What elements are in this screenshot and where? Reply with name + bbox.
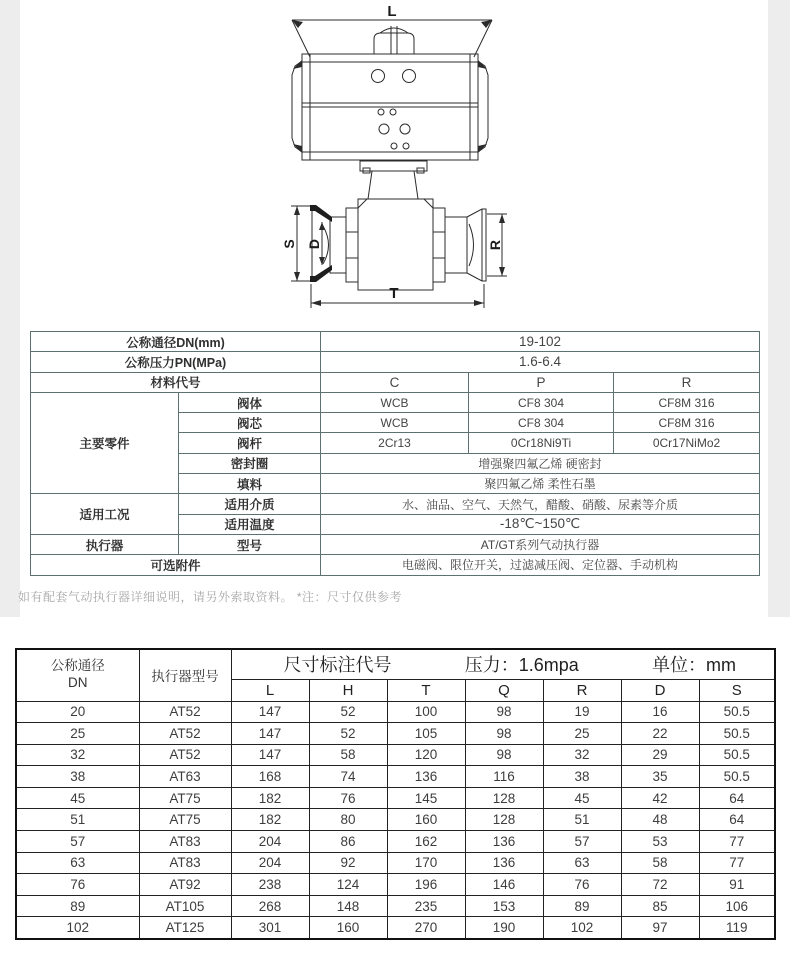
cell-model: AT75 [139, 809, 231, 831]
dim-unit: 单位：mm [651, 655, 736, 676]
spec-label-packing: 填料 [179, 474, 321, 494]
cell-T: 100 [387, 701, 465, 723]
cell-R: 63 [543, 852, 621, 874]
cell-D: 85 [621, 895, 699, 917]
dimension-L [292, 20, 492, 57]
spec-valve-stem-p: 0Cr18Ni9Ti [469, 433, 614, 453]
cell-model: AT83 [139, 831, 231, 853]
mounting-bracket-left [292, 60, 302, 153]
spec-label-valve-body: 阀体 [179, 392, 321, 412]
cell-D: 22 [621, 723, 699, 745]
cell-D: 97 [621, 917, 699, 939]
dim-col-letter: Q [465, 679, 543, 701]
dim-table-row [16, 917, 775, 939]
cell-model: AT75 [139, 787, 231, 809]
cell-L: 147 [231, 701, 309, 723]
cell-T: 105 [387, 723, 465, 745]
spec-label-accessories: 可选附件 [31, 555, 321, 575]
dim-col-letter: L [231, 679, 309, 701]
cell-T: 235 [387, 895, 465, 917]
spec-value-actuator: AT/GT系列气动执行器 [321, 534, 760, 554]
cell-model: AT52 [139, 701, 231, 723]
spec-value-seal: 增强聚四氟乙烯 硬密封 [321, 453, 760, 473]
footnote-text: 如有配套气动执行器详细说明，请另外索取资料。 *注：尺寸仅供参考 [18, 590, 403, 604]
dim-col-letter: H [309, 679, 387, 701]
cell-S: 77 [699, 852, 775, 874]
dim-col-dn-line2: DN [68, 675, 88, 691]
dim-title: 尺寸标注代号 [283, 655, 392, 676]
dim-label-L: L [387, 3, 397, 20]
spec-valve-core-p: CF8 304 [469, 413, 614, 433]
cell-dn: 32 [16, 744, 139, 766]
cell-model: AT125 [139, 917, 231, 939]
cell-model: AT83 [139, 852, 231, 874]
cell-L: 238 [231, 874, 309, 896]
cell-L: 147 [231, 723, 309, 745]
cell-S: 106 [699, 895, 775, 917]
mounting-bracket-right [478, 60, 488, 153]
cell-D: 16 [621, 701, 699, 723]
cell-Q: 98 [465, 744, 543, 766]
valve-mounting-flange [360, 161, 427, 199]
cell-D: 58 [621, 852, 699, 874]
cell-Q: 128 [465, 809, 543, 831]
cell-T: 170 [387, 852, 465, 874]
cell-Q: 98 [465, 701, 543, 723]
cell-D: 35 [621, 766, 699, 788]
cell-H: 148 [309, 895, 387, 917]
spec-value-temp: -18℃~150℃ [321, 514, 760, 534]
spec-value-dn: 19-102 [321, 332, 760, 352]
spec-row-pn [31, 352, 760, 372]
cell-S: 91 [699, 874, 775, 896]
spec-row-actuator [31, 534, 760, 554]
spec-label-dn: 公称通径DN(mm) [31, 332, 321, 352]
spec-value-accessories: 电磁阀、限位开关，过滤减压阀、定位器、手动机构 [321, 555, 760, 575]
cell-L: 301 [231, 917, 309, 939]
cell-Q: 128 [465, 787, 543, 809]
cell-model: AT63 [139, 766, 231, 788]
cell-R: 45 [543, 787, 621, 809]
cell-model: AT52 [139, 723, 231, 745]
cell-S: 64 [699, 809, 775, 831]
cell-D: 48 [621, 809, 699, 831]
spec-label-seal: 密封圈 [179, 453, 321, 473]
cell-H: 92 [309, 852, 387, 874]
cell-L: 204 [231, 831, 309, 853]
spec-value-media: 水、油品、空气、天然气，醋酸、硝酸、尿素等介质 [321, 494, 760, 514]
cell-H: 58 [309, 744, 387, 766]
dim-table-row [16, 895, 775, 917]
cell-H: 124 [309, 874, 387, 896]
cell-dn: 20 [16, 701, 139, 723]
actuator-position-indicator [374, 26, 414, 54]
dim-col-letter: R [543, 679, 621, 701]
cell-Q: 116 [465, 766, 543, 788]
spec-label-actuator-model: 型号 [179, 534, 321, 554]
spec-valve-stem-r: 0Cr17NiMo2 [614, 433, 760, 453]
dim-col-letter: D [621, 679, 699, 701]
dim-label-S: S [281, 239, 297, 249]
dim-table-row [16, 701, 775, 723]
dim-table-row [16, 744, 775, 766]
cell-H: 86 [309, 831, 387, 853]
spec-table [30, 331, 760, 576]
cell-dn: 57 [16, 831, 139, 853]
cell-dn: 102 [16, 917, 139, 939]
dim-table-row [16, 831, 775, 853]
cell-D: 29 [621, 744, 699, 766]
cell-dn: 38 [16, 766, 139, 788]
cell-T: 160 [387, 809, 465, 831]
cell-D: 72 [621, 874, 699, 896]
cell-dn: 89 [16, 895, 139, 917]
spec-value-packing: 聚四氟乙烯 柔性石墨 [321, 474, 760, 494]
spec-valve-stem-c: 2Cr13 [321, 433, 469, 453]
cell-model: AT105 [139, 895, 231, 917]
spec-material-p: P [469, 372, 614, 392]
dim-table-row [16, 766, 775, 788]
dim-table-title-cell [231, 649, 775, 679]
cell-L: 182 [231, 787, 309, 809]
cell-Q: 153 [465, 895, 543, 917]
cell-R: 89 [543, 895, 621, 917]
cell-L: 168 [231, 766, 309, 788]
cell-S: 64 [699, 787, 775, 809]
spec-row-accessories [31, 555, 760, 575]
cell-Q: 190 [465, 917, 543, 939]
cell-H: 74 [309, 766, 387, 788]
cell-R: 76 [543, 874, 621, 896]
cell-L: 204 [231, 852, 309, 874]
cell-H: 52 [309, 701, 387, 723]
spec-row-dn [31, 332, 760, 352]
cell-H: 160 [309, 917, 387, 939]
cell-D: 53 [621, 831, 699, 853]
cell-R: 102 [543, 917, 621, 939]
cell-S: 50.5 [699, 766, 775, 788]
cell-R: 57 [543, 831, 621, 853]
cell-dn: 76 [16, 874, 139, 896]
dim-label-T: T [389, 285, 399, 302]
spec-row-material-code [31, 372, 760, 392]
spec-label-actuator: 执行器 [31, 534, 179, 554]
spec-label-temp: 适用温度 [179, 514, 321, 534]
spec-row-valve-body [31, 392, 760, 412]
dim-col-model-header: 执行器型号 [139, 649, 231, 701]
dim-col-dn-line1: 公称通径 [50, 658, 105, 674]
cell-T: 196 [387, 874, 465, 896]
spec-label-valve-core: 阀芯 [179, 413, 321, 433]
valve-technical-drawing [0, 0, 790, 330]
dim-table-row [16, 874, 775, 896]
cell-dn: 51 [16, 809, 139, 831]
dim-label-D: D [306, 238, 322, 250]
dimension-table [15, 648, 776, 940]
cell-dn: 25 [16, 723, 139, 745]
spec-valve-body-c: WCB [321, 392, 469, 412]
spec-material-r: R [614, 372, 760, 392]
spec-label-material-code: 材料代号 [31, 372, 321, 392]
spec-label-conditions: 适用工况 [31, 494, 179, 535]
cell-T: 120 [387, 744, 465, 766]
cell-D: 42 [621, 787, 699, 809]
dim-col-letter: T [387, 679, 465, 701]
cell-model: AT92 [139, 874, 231, 896]
spec-material-c: C [321, 372, 469, 392]
cell-S: 50.5 [699, 723, 775, 745]
tri-clamp-ferrule-right [445, 209, 486, 281]
dim-table-row [16, 809, 775, 831]
cell-L: 268 [231, 895, 309, 917]
cell-dn: 63 [16, 852, 139, 874]
spec-valve-body-p: CF8 304 [469, 392, 614, 412]
spec-valve-core-r: CF8M 316 [614, 413, 760, 433]
cell-R: 25 [543, 723, 621, 745]
dim-header-row-1 [16, 649, 775, 679]
dim-col-letter: S [699, 679, 775, 701]
cell-S: 50.5 [699, 744, 775, 766]
cell-model: AT52 [139, 744, 231, 766]
cell-R: 38 [543, 766, 621, 788]
dim-pressure: 压力：1.6mpa [464, 655, 579, 676]
valve-body [346, 199, 445, 290]
spec-label-media: 适用介质 [179, 494, 321, 514]
cell-T: 270 [387, 917, 465, 939]
cell-Q: 146 [465, 874, 543, 896]
cell-R: 32 [543, 744, 621, 766]
dim-label-R: R [487, 239, 503, 251]
spec-row-media [31, 494, 760, 514]
cell-T: 162 [387, 831, 465, 853]
actuator-body [302, 54, 478, 160]
cell-S: 77 [699, 831, 775, 853]
spec-label-valve-stem: 阀杆 [179, 433, 321, 453]
spec-label-pn: 公称压力PN(MPa) [31, 352, 321, 372]
cell-H: 52 [309, 723, 387, 745]
cell-S: 119 [699, 917, 775, 939]
spec-valve-core-c: WCB [321, 413, 469, 433]
dim-col-dn-header [16, 649, 139, 701]
cell-S: 50.5 [699, 701, 775, 723]
cell-H: 80 [309, 809, 387, 831]
cell-Q: 136 [465, 852, 543, 874]
cell-Q: 98 [465, 723, 543, 745]
cell-dn: 45 [16, 787, 139, 809]
cell-Q: 136 [465, 831, 543, 853]
cell-L: 182 [231, 809, 309, 831]
dim-table-row [16, 787, 775, 809]
cell-L: 147 [231, 744, 309, 766]
dim-table-row [16, 723, 775, 745]
cell-T: 136 [387, 766, 465, 788]
cell-R: 19 [543, 701, 621, 723]
cell-T: 145 [387, 787, 465, 809]
actuator-ball-valve-diagram [0, 0, 790, 330]
spec-label-main-parts: 主要零件 [31, 392, 179, 493]
dim-table-row [16, 852, 775, 874]
spec-value-pn: 1.6-6.4 [321, 352, 760, 372]
spec-valve-body-r: CF8M 316 [614, 392, 760, 412]
cell-H: 76 [309, 787, 387, 809]
cell-R: 51 [543, 809, 621, 831]
